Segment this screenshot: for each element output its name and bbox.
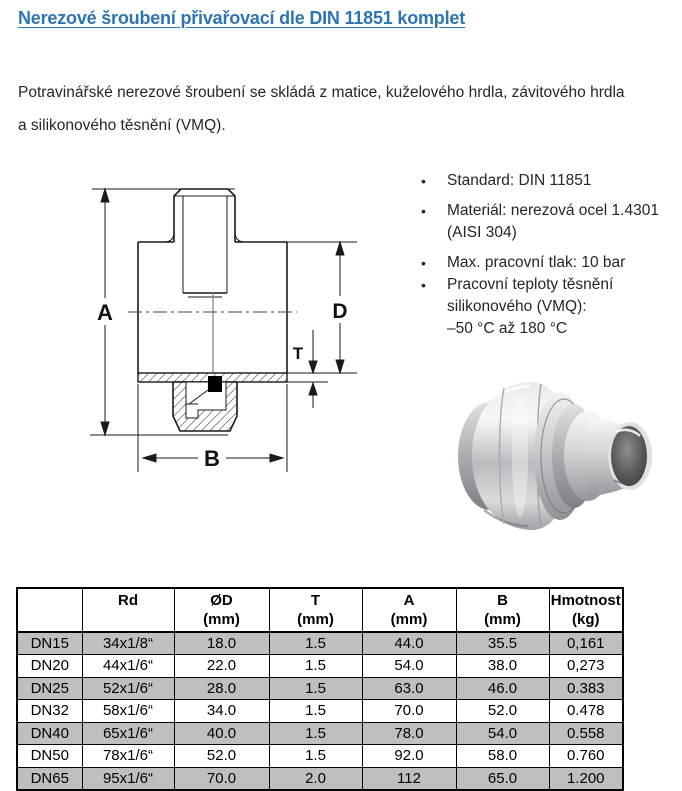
spec-item-text	[447, 170, 591, 192]
table-cell: 1.200	[549, 767, 623, 790]
table-cell: 0.760	[549, 745, 623, 768]
table-cell: 28.0	[174, 677, 269, 700]
table-cell: 2.0	[269, 767, 362, 790]
table-cell: 40.0	[174, 722, 269, 745]
table-row	[17, 655, 623, 678]
spec-line: (AISI 304)	[447, 224, 517, 241]
table-cell: 1.5	[269, 722, 362, 745]
table-cell: 52.0	[456, 700, 549, 723]
dimension-label-a: A	[97, 300, 113, 325]
table-cell: DN40	[17, 722, 82, 745]
table-cell: DN25	[17, 677, 82, 700]
table-cell: DN20	[17, 655, 82, 678]
table-cell: 1.5	[269, 700, 362, 723]
table-header-cell: T (mm)	[269, 588, 362, 632]
table-cell: 0.558	[549, 722, 623, 745]
spec-line: silikonového (VMQ):	[447, 298, 587, 315]
intro-paragraph	[18, 76, 678, 142]
table-cell: DN15	[17, 632, 82, 655]
bullet-icon: •	[421, 173, 426, 189]
table-row	[17, 632, 623, 655]
spec-item	[421, 200, 679, 244]
bullet-icon: •	[421, 277, 426, 293]
table-cell: 58x1/6“	[82, 700, 174, 723]
table-cell: 70.0	[362, 700, 456, 723]
table-cell: 34x1/8“	[82, 632, 174, 655]
steel-union-illustration	[458, 382, 652, 530]
spec-item-text	[447, 200, 659, 244]
intro-line-1: Potravinářské nerezové šroubení se skládá z matice, kuželového hrdla, závitového hrdla	[18, 84, 625, 101]
nut-section	[173, 376, 237, 431]
spec-item-text	[447, 274, 613, 340]
table-cell: DN50	[17, 745, 82, 768]
table-cell: 22.0	[174, 655, 269, 678]
table-body	[17, 588, 623, 790]
table-cell: 95x1/6“	[82, 767, 174, 790]
table-cell: 63.0	[362, 677, 456, 700]
table-cell: 0,273	[549, 655, 623, 678]
table-row	[17, 767, 623, 790]
table-cell: 54.0	[362, 655, 456, 678]
table-header-row	[17, 588, 623, 632]
page-title: Nerezové šroubení přivařovací dle DIN 11851 komplet	[18, 8, 465, 28]
table-header-cell: Hmotnost (kg)	[549, 588, 623, 632]
table-cell: 0.383	[549, 677, 623, 700]
table-cell: 65x1/6“	[82, 722, 174, 745]
table-cell: 58.0	[456, 745, 549, 768]
seal-detail	[208, 376, 222, 392]
spec-line: Max. pracovní tlak: 10 bar	[447, 254, 626, 271]
table-cell: 1.5	[269, 677, 362, 700]
table-header-cell	[17, 588, 82, 632]
table-cell: 35.5	[456, 632, 549, 655]
table-row	[17, 700, 623, 723]
table-cell: 1.5	[269, 655, 362, 678]
spec-item	[421, 274, 679, 340]
dimension-label-b: B	[204, 446, 220, 471]
table-cell: 54.0	[456, 722, 549, 745]
table-row	[17, 722, 623, 745]
spec-line: Pracovní teploty těsnění	[447, 276, 614, 293]
table-header-cell: ØD (mm)	[174, 588, 269, 632]
table-cell: 78x1/6“	[82, 745, 174, 768]
dimension-label-d: D	[332, 300, 348, 323]
table-header-cell: A (mm)	[362, 588, 456, 632]
table-cell: 44x1/6“	[82, 655, 174, 678]
table-cell: 0,161	[549, 632, 623, 655]
dimension-label-t: T	[292, 344, 304, 363]
spec-list	[421, 170, 679, 340]
product-photo	[448, 360, 668, 552]
table-cell: 38.0	[456, 655, 549, 678]
table-cell: 44.0	[362, 632, 456, 655]
bullet-icon: •	[421, 255, 426, 271]
table-cell: 1.5	[269, 745, 362, 768]
table-header-cell: B (mm)	[456, 588, 549, 632]
table-row	[17, 677, 623, 700]
spec-table	[16, 587, 624, 791]
table-cell: 52.0	[174, 745, 269, 768]
spec-item	[421, 252, 679, 274]
bullet-icon: •	[421, 203, 426, 219]
table-cell: 92.0	[362, 745, 456, 768]
table-cell: 0.478	[549, 700, 623, 723]
table-cell: 34.0	[174, 700, 269, 723]
table-cell: 70.0	[174, 767, 269, 790]
table-cell: DN65	[17, 767, 82, 790]
table-cell: 52x1/6“	[82, 677, 174, 700]
spec-item	[421, 170, 679, 192]
table-cell: 1.5	[269, 632, 362, 655]
dimension-t	[287, 330, 328, 408]
table-cell: 112	[362, 767, 456, 790]
table-row	[17, 745, 623, 768]
spec-item-text	[447, 252, 625, 274]
spec-line: –50 °C až 180 °C	[447, 320, 568, 337]
table-cell: 18.0	[174, 632, 269, 655]
spec-line: Standard: DIN 11851	[447, 172, 592, 189]
table-header-cell: Rd	[82, 588, 174, 632]
table-cell: 78.0	[362, 722, 456, 745]
spec-line: Materiál: nerezová ocel 1.4301	[447, 202, 659, 219]
table-cell: DN32	[17, 700, 82, 723]
table-cell: 65.0	[456, 767, 549, 790]
technical-drawing	[58, 158, 398, 488]
intro-line-2: a silikonového těsnění (VMQ).	[18, 117, 226, 134]
table-cell: 46.0	[456, 677, 549, 700]
